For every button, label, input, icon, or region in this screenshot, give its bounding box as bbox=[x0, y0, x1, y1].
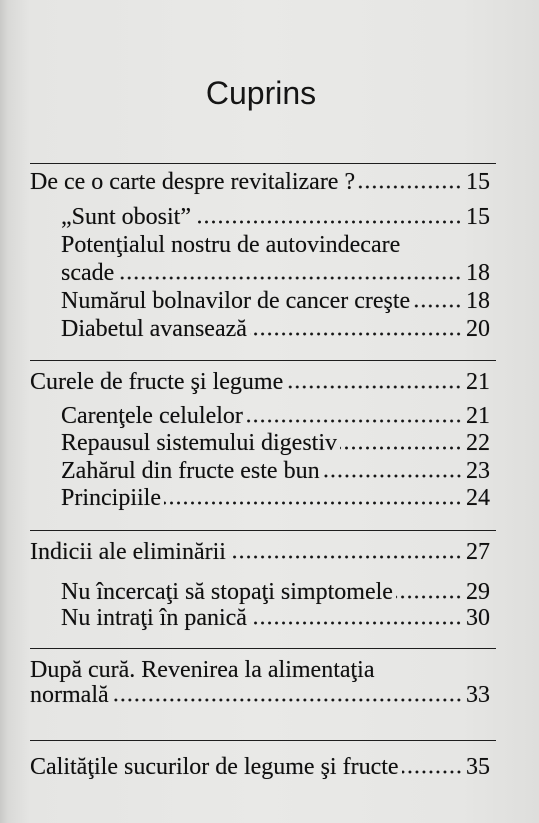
entry-title: După cură. Revenirea la alimentaţia bbox=[30, 657, 375, 683]
entry-title: Indicii ale eliminării bbox=[30, 539, 226, 565]
page-number: 21 bbox=[466, 403, 490, 429]
dot-leader bbox=[286, 385, 462, 389]
section-divider bbox=[30, 648, 496, 649]
subentry-title: Diabetul avansează bbox=[61, 316, 247, 342]
subentry-title: Carenţele celulelor bbox=[61, 403, 243, 429]
toc-subentry bbox=[30, 430, 490, 457]
toc-section bbox=[30, 658, 490, 708]
dot-leader bbox=[246, 419, 462, 423]
page-number: 33 bbox=[466, 682, 490, 708]
dot-leader bbox=[323, 474, 462, 478]
toc-section bbox=[30, 538, 490, 631]
subentry-title: Numărul bolnavilor de cancer creşte bbox=[61, 288, 411, 314]
page-number: 24 bbox=[466, 484, 490, 511]
subentry-title: Nu intraţi în panică bbox=[61, 605, 247, 631]
entry-title: De ce o carte despre revitalizare ? bbox=[30, 169, 356, 195]
page-number: 18 bbox=[466, 260, 490, 286]
toc-section bbox=[30, 168, 490, 343]
subentry-title: Nu încercaţi să stopaţi simptomele bbox=[61, 579, 393, 605]
page-number: 30 bbox=[466, 605, 490, 631]
dot-leader bbox=[340, 446, 462, 450]
toc-subentry bbox=[30, 485, 490, 512]
dot-leader bbox=[229, 555, 462, 559]
dot-leader bbox=[413, 304, 462, 308]
page-number: 21 bbox=[466, 369, 490, 395]
dot-leader bbox=[402, 770, 462, 774]
toc-entry bbox=[30, 658, 490, 683]
page-number: 15 bbox=[466, 204, 490, 230]
dot-leader bbox=[164, 501, 462, 505]
section-divider bbox=[30, 360, 496, 361]
page-number: 29 bbox=[466, 579, 490, 605]
section-divider bbox=[30, 740, 496, 741]
toc-subentry bbox=[30, 287, 490, 315]
subentry-title: Repausul sistemului digestiv bbox=[61, 430, 337, 457]
toc-entry bbox=[30, 368, 490, 396]
subentry-title: Potenţialul nostru de autovindecare bbox=[61, 232, 401, 258]
toc-entry bbox=[30, 538, 490, 566]
page-number: 35 bbox=[466, 754, 490, 780]
page-number: 18 bbox=[466, 288, 490, 314]
dot-leader bbox=[112, 698, 462, 702]
entry-title-continuation: normală bbox=[30, 682, 109, 708]
toc-subentry bbox=[30, 605, 490, 631]
page-number: 15 bbox=[466, 169, 490, 195]
page-number: 27 bbox=[466, 539, 490, 565]
toc-subentry bbox=[30, 203, 490, 231]
dot-leader bbox=[358, 185, 462, 189]
toc-subentries bbox=[30, 203, 490, 343]
toc-section bbox=[30, 368, 490, 512]
toc-subentries bbox=[30, 579, 490, 631]
section-divider bbox=[30, 530, 496, 531]
subentry-title: Principiile bbox=[61, 484, 161, 511]
dot-leader bbox=[250, 332, 462, 336]
toc-subentry bbox=[30, 579, 490, 605]
page-title: Cuprins bbox=[205, 75, 317, 111]
toc-subentries bbox=[30, 403, 490, 512]
page-number: 22 bbox=[466, 430, 490, 457]
toc-entry-continuation bbox=[30, 683, 490, 708]
page-number: 23 bbox=[466, 457, 490, 484]
dot-leader bbox=[396, 595, 462, 599]
dot-leader bbox=[117, 276, 462, 280]
toc-subentry bbox=[30, 231, 490, 259]
entry-title: Calităţile sucurilor de legume şi fructe bbox=[30, 754, 399, 780]
toc-section bbox=[30, 753, 490, 781]
entry-title: Curele de fructe şi legume bbox=[30, 369, 284, 395]
dot-leader bbox=[194, 220, 462, 224]
section-divider bbox=[30, 163, 496, 164]
toc-subentry bbox=[30, 403, 490, 430]
toc-entry bbox=[30, 168, 490, 196]
toc-subentry-continuation bbox=[30, 259, 490, 287]
toc-entry bbox=[30, 753, 490, 781]
subentry-title: „Sunt obosit” bbox=[61, 204, 191, 230]
page-number: 20 bbox=[466, 316, 490, 342]
toc-subentry bbox=[30, 458, 490, 485]
toc-subentry bbox=[30, 315, 490, 343]
subentry-title-continuation: scade bbox=[61, 260, 115, 286]
dot-leader bbox=[250, 621, 462, 625]
subentry-title: Zahărul din fructe este bun bbox=[61, 457, 320, 484]
